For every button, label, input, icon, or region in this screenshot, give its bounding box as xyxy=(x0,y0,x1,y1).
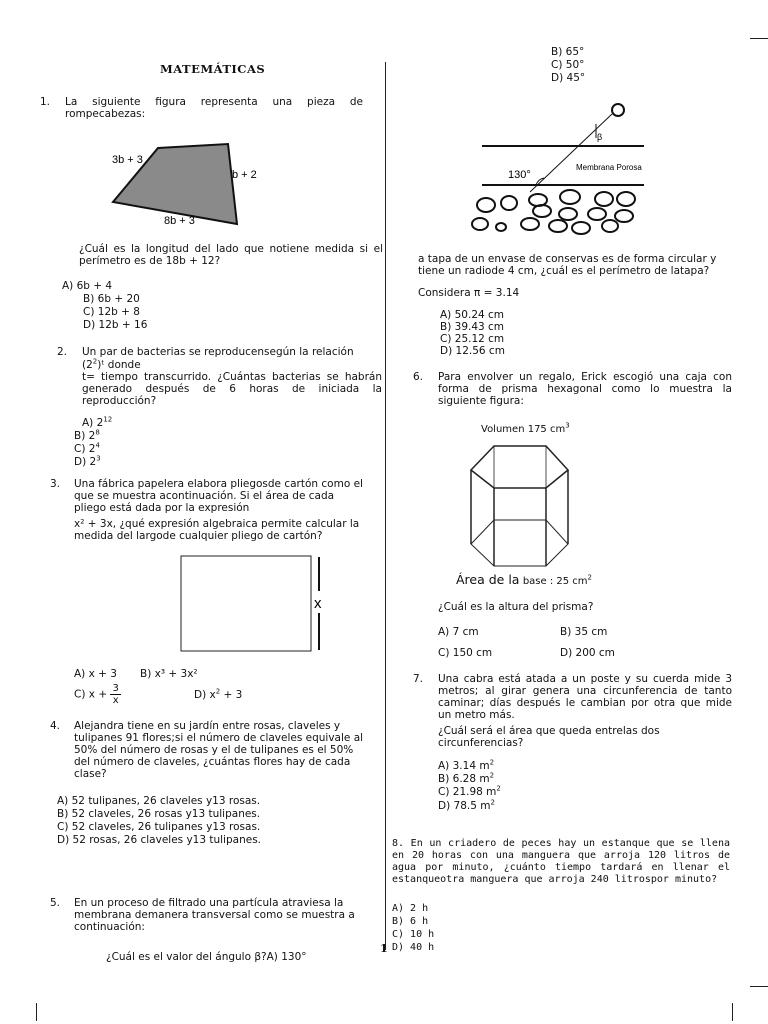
label-beta: β xyxy=(597,132,603,142)
q5-number: 5. xyxy=(50,897,61,909)
q6-volume-label: Volumen 175 $cm^3$ xyxy=(481,421,570,435)
q3-option-c: C) x + $\frac{3}{x}$ xyxy=(74,683,119,706)
q1-label-right: b + 2 xyxy=(232,169,257,181)
q6-figure xyxy=(466,438,586,572)
q1-label-bottom: 8b + 3 xyxy=(164,215,195,227)
q3-option-b: B) x³ + 3x² xyxy=(140,668,198,680)
q7-option-d: D) 78.5 $m^2$ xyxy=(438,798,495,812)
q8-option-a: A) 2 h xyxy=(392,903,429,914)
q1-option-d: D) 12b + 16 xyxy=(83,319,148,331)
q7-option-a: A) 3.14 $m^2$ xyxy=(438,758,495,772)
q3-fraction: $\frac{3}{x}$ xyxy=(112,683,119,706)
particle-path xyxy=(530,114,612,192)
label-membrane: Membrana Porosa xyxy=(576,163,642,172)
corner-mark-bottom-right xyxy=(750,986,768,987)
q1-option-a: A) 6b + 4 xyxy=(62,280,113,292)
q5-option-d: D) 45° xyxy=(551,72,586,84)
particle xyxy=(612,104,624,116)
lid-consider: Considera π = 3.14 xyxy=(418,287,520,299)
column-divider xyxy=(385,62,386,950)
q3-text: Una fábrica papelera elabora pliegosde cartón como el que se muestra acontinuación. Si el área de cada pliego está dada por la expresión xyxy=(74,478,363,514)
q1-label-left: 3b + 3 xyxy=(112,154,143,166)
q3-expression: x² + 3x, ¿qué expresión algebraica permite calcular la medida del largode cualquier pliego de cartón? xyxy=(74,518,360,542)
page-number: 1 xyxy=(380,942,388,955)
q2-option-b: B) $2^8$ xyxy=(74,428,100,442)
q8-text: 8. En un criadero de peces hay un estanque que se llena en 20 horas con una manguera que arroja 120 litros de agua por minuto, ¿cuánto tiempo tardará en llenar el estanqueotra manguera que arroja 240 litrospor minuto? xyxy=(392,838,730,885)
q8-option-d: D) 40 h xyxy=(392,942,435,953)
q2-option-c: C) $2^4$ xyxy=(74,441,100,455)
q4-number: 4. xyxy=(50,720,61,732)
corner-mark-bottom-left xyxy=(36,1003,37,1021)
label-130: 130° xyxy=(508,169,531,181)
q3-figure xyxy=(178,553,338,657)
q3-label-x: x xyxy=(314,595,322,612)
corner-mark-bottom-right-v xyxy=(732,1003,733,1021)
q5-option-c: C) 50° xyxy=(551,59,585,71)
q5-figure xyxy=(466,98,656,240)
q1-option-b: B) 6b + 20 xyxy=(83,293,140,305)
q2-option-d: D) $2^3$ xyxy=(74,454,101,468)
q1-option-c: C) 12b + 8 xyxy=(83,306,140,318)
q3-number: 3. xyxy=(50,478,61,490)
q6-text: Para envolver un regalo, Erick escogió una caja con forma de prisma hexagonal como lo muestra la siguiente figura: xyxy=(438,371,732,407)
q6-option-c: C) 150 cm xyxy=(438,647,493,659)
q7-number: 7. xyxy=(413,673,424,685)
angle-arc xyxy=(536,178,544,185)
q6-number: 6. xyxy=(413,371,424,383)
q1-text: La siguiente figura representa una pieza de rompecabezas: xyxy=(65,96,363,120)
q3-option-d: D) $x^2 + 3$ xyxy=(194,687,243,701)
hexagonal-prism xyxy=(471,446,568,566)
q7-option-b: B) 6.28 $m^2$ xyxy=(438,771,495,785)
q2-relation: $(2^2)ᵗ$ donde xyxy=(82,357,141,371)
q5-text: En un proceso de filtrado una partícula atraviesa la membrana demanera transversal como se muestra a continuación: xyxy=(74,897,355,933)
q6-option-a: A) 7 cm xyxy=(438,626,479,638)
lid-option-c: C) 25.12 cm xyxy=(440,333,505,345)
lid-option-a: A) 50.24 cm xyxy=(440,309,505,321)
q5-question: ¿Cuál es el valor del ángulo β?A) 130° xyxy=(106,951,307,963)
q8-option-b: B) 6 h xyxy=(392,916,429,927)
q4-option-a: A) 52 tulipanes, 26 claveles y13 rosas. xyxy=(57,795,261,807)
q2-option-a: A) $2^{12}$ xyxy=(82,415,113,429)
q7-text: Una cabra está atada a un poste y su cuerda mide 3 metros; al girar genera una circunferencia de tanto caminar; días después le cambian por otra que mide un metro más. xyxy=(438,673,732,721)
q7-question: ¿Cuál será el área que queda entrelas dos circunferencias? xyxy=(438,725,660,749)
page-title: MATEMÁTICAS xyxy=(160,62,266,76)
q4-option-d: D) 52 rosas, 26 claveles y13 tulipanes. xyxy=(57,834,262,846)
lid-option-d: D) 12.56 cm xyxy=(440,345,505,357)
q2-text: t= tiempo transcurrido. ¿Cuántas bacterias se habrán generado después de 6 horas de iniciada la reproducción? xyxy=(82,371,382,407)
q6-question: ¿Cuál es la altura del prisma? xyxy=(438,601,594,613)
q4-text: Alejandra tiene en su jardín entre rosas, claveles y tulipanes 91 flores;si el número de claveles equivale al 50% del número de rosas y el de tulipanes es el 50% del número de claveles, ¿cuántas flores hay de cada clase? xyxy=(74,720,364,780)
pore-circles xyxy=(472,190,635,234)
q2-line1: Un par de bacterias se reproducensegún la relación xyxy=(82,346,354,358)
q1-question: ¿Cuál es la longitud del lado que notiene medida si el perímetro es de 18b + 12? xyxy=(79,243,383,267)
q6-option-d: D) 200 cm xyxy=(560,647,615,659)
lid-option-b: B) 39.43 cm xyxy=(440,321,505,333)
q2-number: 2. xyxy=(57,346,68,358)
q6-option-b: B) 35 cm xyxy=(560,626,608,638)
q4-option-b: B) 52 claveles, 26 rosas y13 tulipanes. xyxy=(57,808,261,820)
q1-figure xyxy=(110,138,270,230)
q1-number: 1. xyxy=(40,96,51,108)
q6-base-label: Área de la base : 25 $cm^2$ xyxy=(456,572,593,587)
q7-option-c: C) 21.98 $m^2$ xyxy=(438,784,501,798)
q5-option-b: B) 65° xyxy=(551,46,585,58)
q3-option-a: A) x + 3 xyxy=(74,668,117,680)
corner-mark-top-right xyxy=(750,38,768,39)
q4-option-c: C) 52 claveles, 26 tulipanes y13 rosas. xyxy=(57,821,261,833)
q8-option-c: C) 10 h xyxy=(392,929,435,940)
cardboard-sheet xyxy=(181,556,311,651)
lid-text: a tapa de un envase de conservas es de forma circular y tiene un radiode 4 cm, ¿cuál es el perímetro de latapa? xyxy=(418,253,717,277)
